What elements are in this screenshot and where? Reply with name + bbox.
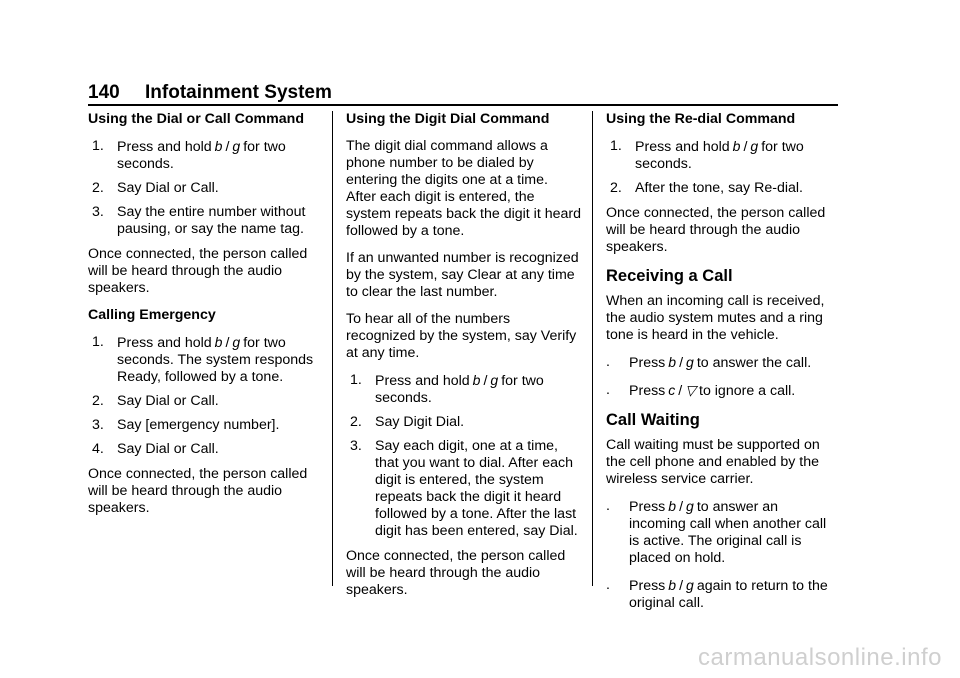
steps-dial-command (88, 138, 320, 238)
list-item: 2. After the tone, say Re-dial. (610, 180, 803, 196)
section-heading-receiving-a-call: Receiving a Call (606, 267, 733, 285)
list-item: 2. Say Dial or Call. (92, 393, 219, 409)
list-item: 1. Press and hold b / g for two seconds. (350, 372, 544, 406)
list-item: 3. Say the entire number without pausing, or say the name tag. (92, 204, 306, 237)
page-header (88, 82, 838, 106)
voice-icon: g (686, 498, 694, 514)
push-to-talk-icon: b (214, 138, 223, 154)
column-1 (88, 111, 320, 527)
list-item: 3. Say [emergency number]. (92, 417, 280, 433)
paragraph: Once connected, the person called will be heard through the audio speakers. (346, 548, 566, 598)
list-item: 1. Press and hold b / g for two seconds. (92, 138, 286, 172)
section-heading-digit-dial: Using the Digit Dial Command (346, 111, 550, 127)
paragraph: To hear all of the numbers recognized by the system, say Verify at any time. (346, 311, 577, 361)
voice-icon: g (232, 138, 241, 154)
paragraph: When an incoming call is received, the audio system mutes and a ring tone is heard in the vehicle. (606, 293, 825, 343)
paragraph: If an unwanted number is recognized by the system, say Clear at any time to clear the last number. (346, 250, 579, 300)
voice-icon: g (750, 138, 759, 154)
page-number: 140 (88, 82, 120, 103)
list-item: 2. Say Dial or Call. (92, 180, 219, 196)
section-heading-calling-emergency: Calling Emergency (88, 307, 216, 323)
list-item: 4. Say Dial or Call. (92, 441, 219, 457)
paragraph: The digit dial command allows a phone number to be dialed by entering the digits one at a time. After each digit is entered, the system repeats back the digit it heard followed by a tone. (346, 138, 582, 239)
section-heading-dial-command: Using the Dial or Call Command (88, 111, 304, 127)
push-to-talk-icon: b (472, 372, 481, 388)
list-item: 1. Press and hold b / g for two seconds. The system responds Ready, followed by a tone. (92, 334, 314, 385)
page-title: Infotainment System (145, 82, 332, 103)
end-call-icon: c (668, 382, 676, 398)
voice-icon: g (686, 577, 694, 593)
mute-triangle-icon: ▽ (685, 382, 696, 398)
header-rule (88, 104, 838, 106)
push-to-talk-icon: b (668, 498, 677, 514)
steps-re-dial (606, 138, 838, 197)
push-to-talk-icon: b (732, 138, 741, 154)
paragraph: Once connected, the person called will be heard through the audio speakers. (88, 466, 308, 516)
watermark: carmanualsonline.info (698, 644, 942, 671)
section-heading-call-waiting: Call Waiting (606, 411, 700, 429)
voice-icon: g (232, 334, 241, 350)
paragraph: Once connected, the person called will be heard through the audio speakers. (88, 246, 308, 296)
bullet-item: . Press c / ▽ to ignore a call. (606, 382, 796, 399)
voice-icon: g (686, 354, 694, 370)
steps-calling-emergency (88, 334, 320, 458)
list-item: 1. Press and hold b / g for two seconds. (610, 138, 804, 172)
list-item: 3. Say each digit, one at a time, that you want to dial. After each digit is entered, the system repeats back the digit it heard followed by a tone. After the last digit has been entered, say Dial. (350, 438, 578, 539)
column-2 (346, 111, 581, 609)
steps-digit-dial (346, 372, 581, 540)
section-heading-re-dial: Using the Re-dial Command (606, 111, 796, 127)
voice-icon: g (490, 372, 499, 388)
bullet-item: . Press b / g to answer the call. (606, 354, 812, 371)
column-divider-1 (332, 111, 333, 586)
paragraph: Call waiting must be supported on the cell phone and enabled by the wireless service carrier. (606, 437, 820, 487)
bullet-item: . Press b / g again to return to the original call. (606, 577, 828, 611)
list-item: 2. Say Digit Dial. (350, 414, 465, 430)
bullet-item: . Press b / g to answer an incoming call when another call is active. The original call is placed on hold. (606, 498, 827, 566)
paragraph: Once connected, the person called will be heard through the audio speakers. (606, 205, 826, 255)
column-3 (606, 111, 838, 622)
push-to-talk-icon: b (668, 354, 677, 370)
push-to-talk-icon: b (214, 334, 223, 350)
column-divider-2 (592, 111, 593, 586)
push-to-talk-icon: b (668, 577, 677, 593)
